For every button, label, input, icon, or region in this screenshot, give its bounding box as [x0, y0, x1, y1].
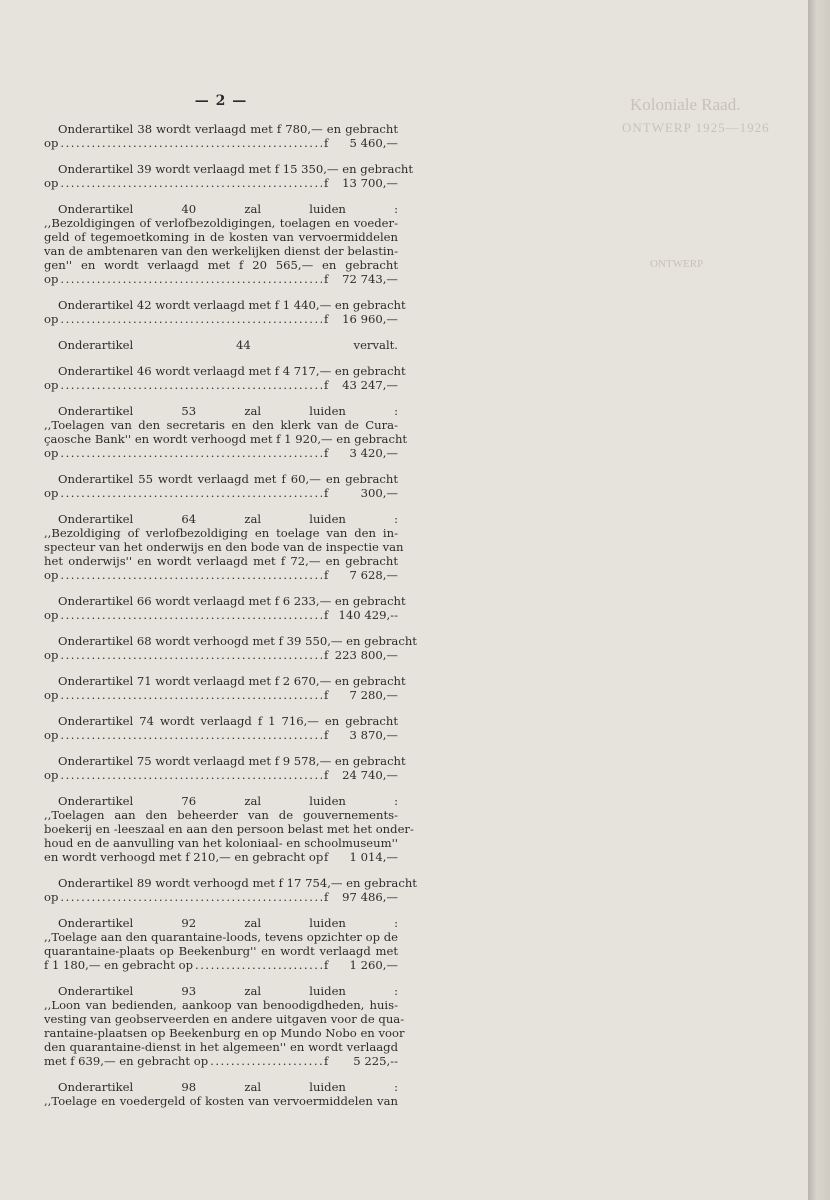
- amount-row: [44, 728, 398, 742]
- florin-sign: f: [324, 1054, 329, 1068]
- article-text-line: den quarantaine-dienst in het algemeen'' en wordt verlaagd: [44, 1040, 398, 1054]
- amount-row-label: met f 639,— en gebracht op: [44, 1054, 209, 1068]
- amount-row-label: op: [44, 608, 59, 622]
- florin-sign: f: [324, 176, 329, 190]
- article-paragraph: [44, 984, 405, 1068]
- amount-row-label: op: [44, 728, 59, 742]
- amount-number: 1 260,—: [349, 958, 398, 972]
- amount-value: [324, 608, 398, 622]
- amount-row: [44, 958, 398, 972]
- amount-row: [44, 378, 398, 392]
- amount-value: [324, 1054, 398, 1068]
- article-heading: Onderartikel 38 wordt verlaagd met f 780,— en gebracht: [58, 122, 398, 136]
- article-text-line: van de ambtenaren van den werkelijken dienst der belastin-: [44, 244, 398, 258]
- bleed-through-subtitle: ONTWERP 1925—1926: [622, 120, 770, 135]
- article-paragraph: [44, 754, 406, 782]
- paper-edge: [808, 0, 830, 1200]
- article-text-line: rantaine-plaatsen op Beekenburg en op Mundo Nobo en voor: [44, 1026, 405, 1040]
- article-text-line: ,,Bezoldiging of verlofbezoldiging en toelage van den in-: [44, 526, 398, 540]
- article-list: [44, 122, 417, 1108]
- florin-sign: f: [324, 958, 329, 972]
- amount-row: [44, 608, 398, 622]
- amount-row: [44, 1054, 398, 1068]
- amount-number: 140 429,--: [338, 608, 398, 622]
- text-column: [44, 93, 417, 1120]
- article-heading: Onderartikel 53 zal luiden :: [58, 404, 398, 418]
- amount-value: [324, 958, 398, 972]
- amount-value: [324, 768, 398, 782]
- article-text-line: ,,Toelagen aan den beheerder van de gouvernements-: [44, 808, 398, 822]
- dot-leader: [60, 446, 322, 460]
- article-heading: Onderartikel 76 zal luiden :: [58, 794, 398, 808]
- article-paragraph: [44, 162, 414, 190]
- article-heading: Onderartikel 89 wordt verhoogd met f 17 754,— en gebracht: [58, 876, 417, 890]
- florin-sign: f: [324, 136, 329, 150]
- article-paragraph: [44, 338, 398, 352]
- dot-leader: [60, 890, 322, 904]
- florin-sign: f: [324, 312, 329, 326]
- article-paragraph: [44, 594, 406, 622]
- amount-row-label: op: [44, 688, 59, 702]
- dot-leader: [60, 768, 322, 782]
- article-heading: Onderartikel 75 wordt verlaagd met f 9 578,— en gebracht: [58, 754, 406, 768]
- florin-sign: f: [324, 648, 329, 662]
- amount-number: 3 420,—: [349, 446, 398, 460]
- article-paragraph: [44, 202, 398, 286]
- florin-sign: f: [324, 688, 329, 702]
- amount-value: [324, 486, 398, 500]
- article-text-line: boekerij en -leeszaal en aan den persoon belast met het onder-: [44, 822, 414, 836]
- article-heading: Onderartikel 74 wordt verlaagd f 1 716,— en gebracht: [58, 714, 398, 728]
- dot-leader: [60, 486, 322, 500]
- article-heading: Onderartikel 39 wordt verlaagd met f 15 350,— en gebracht: [58, 162, 414, 176]
- article-text-line: het onderwijs'' en wordt verlaagd met f 72,— en gebracht: [44, 554, 398, 568]
- amount-number: 223 800,—: [334, 648, 398, 662]
- amount-value: [324, 890, 398, 904]
- amount-row-label: op: [44, 486, 59, 500]
- amount-row: [44, 486, 398, 500]
- article-text-line: ,,Toelage en voedergeld of kosten van vervoermiddelen van: [44, 1094, 398, 1108]
- amount-row-label: op: [44, 312, 59, 326]
- amount-row-label: op: [44, 568, 59, 582]
- dot-leader: [60, 136, 322, 150]
- article-paragraph: [44, 404, 408, 460]
- dot-leader: [60, 272, 322, 286]
- article-paragraph: [44, 876, 417, 904]
- amount-row-label: op: [44, 446, 59, 460]
- dot-leader: [195, 958, 322, 972]
- amount-number: 1 014,—: [349, 850, 398, 864]
- amount-number: 16 960,—: [342, 312, 398, 326]
- dot-leader: [60, 648, 322, 662]
- amount-row-label: op: [44, 272, 59, 286]
- florin-sign: f: [324, 272, 329, 286]
- amount-row: [44, 312, 398, 326]
- amount-value: [324, 850, 398, 864]
- florin-sign: f: [324, 890, 329, 904]
- article-text-line: vesting van geobserveerden en andere uitgaven voor de qua-: [44, 1012, 405, 1026]
- article-text-line: ,,Loon van bedienden, aankoop van benoodigdheden, huis-: [44, 998, 398, 1012]
- amount-row-label: op: [44, 890, 59, 904]
- article-text-line: ,,Toelage aan den quarantaine-loods, tevens opzichter op de: [44, 930, 399, 944]
- amount-row-label: f 1 180,— en gebracht op: [44, 958, 194, 972]
- amount-row: [44, 648, 398, 662]
- article-text-line: houd en de aanvulling van het koloniaal- en schoolmuseum'': [44, 836, 398, 850]
- amount-row: [44, 688, 398, 702]
- dot-leader: [60, 378, 322, 392]
- amount-row: [44, 272, 398, 286]
- article-paragraph: [44, 122, 398, 150]
- amount-value: [324, 272, 398, 286]
- florin-sign: f: [324, 728, 329, 742]
- dot-leader: [60, 312, 322, 326]
- dot-leader: [60, 728, 322, 742]
- article-heading: Onderartikel 44 vervalt.: [58, 338, 398, 352]
- florin-sign: f: [324, 568, 329, 582]
- dot-leader: [210, 1054, 322, 1068]
- article-paragraph: [44, 512, 404, 582]
- amount-number: 7 628,—: [349, 568, 398, 582]
- amount-value: [324, 446, 398, 460]
- article-paragraph: [44, 916, 398, 972]
- amount-value: [324, 728, 398, 742]
- amount-row: [44, 768, 398, 782]
- amount-value: [324, 688, 398, 702]
- dot-leader: [60, 176, 322, 190]
- amount-value: [324, 378, 398, 392]
- amount-number: 300,—: [360, 486, 398, 500]
- dot-leader: [60, 688, 322, 702]
- amount-row: [44, 850, 398, 864]
- florin-sign: f: [324, 446, 329, 460]
- amount-row: [44, 890, 398, 904]
- bleed-through-label: ONTWERP: [650, 258, 704, 270]
- article-heading: Onderartikel 66 wordt verlaagd met f 6 233,— en gebracht: [58, 594, 406, 608]
- article-paragraph: [44, 674, 406, 702]
- amount-number: 5 225,--: [353, 1054, 398, 1068]
- amount-value: [324, 312, 398, 326]
- amount-row-label: op: [44, 768, 59, 782]
- amount-number: 24 740,—: [342, 768, 398, 782]
- article-text-line: ,,Bezoldigingen of verlofbezoldigingen, toelagen en voeder-: [44, 216, 398, 230]
- amount-number: 13 700,—: [342, 176, 398, 190]
- amount-row-text: en wordt verhoogd met f 210,— en gebracht op: [44, 850, 324, 864]
- amount-row: [44, 568, 398, 582]
- bleed-through-title: Koloniale Raad.: [630, 95, 741, 114]
- article-paragraph: [44, 634, 417, 662]
- article-text-line: ,,Toelagen van den secretaris en den klerk van de Cura-: [44, 418, 398, 432]
- amount-row: [44, 136, 398, 150]
- amount-row: [44, 446, 398, 460]
- amount-number: 3 870,—: [349, 728, 398, 742]
- florin-sign: f: [324, 486, 329, 500]
- article-heading: Onderartikel 98 zal luiden :: [58, 1080, 398, 1094]
- florin-sign: f: [324, 768, 329, 782]
- article-heading: Onderartikel 42 wordt verlaagd met f 1 440,— en gebracht: [58, 298, 406, 312]
- amount-row-label: op: [44, 136, 59, 150]
- amount-number: 97 486,—: [342, 890, 398, 904]
- article-text-line: çaosche Bank'' en wordt verhoogd met f 1 920,— en gebracht: [44, 432, 408, 446]
- article-heading: Onderartikel 40 zal luiden :: [58, 202, 398, 216]
- amount-value: [324, 568, 398, 582]
- article-heading: Onderartikel 71 wordt verlaagd met f 2 670,— en gebracht: [58, 674, 406, 688]
- amount-value: [324, 648, 398, 662]
- article-text-line: geld of tegemoetkoming in de kosten van vervoermiddelen: [44, 230, 398, 244]
- amount-number: 43 247,—: [342, 378, 398, 392]
- article-text-line: quarantaine-plaats op Beekenburg'' en wordt verlaagd met: [44, 944, 398, 958]
- article-heading: Onderartikel 68 wordt verhoogd met f 39 550,— en gebracht: [58, 634, 417, 648]
- article-paragraph: [44, 714, 398, 742]
- article-paragraph: [44, 364, 406, 392]
- dot-leader: [60, 608, 322, 622]
- article-heading: Onderartikel 64 zal luiden :: [58, 512, 398, 526]
- amount-number: 72 743,—: [342, 272, 398, 286]
- article-heading: Onderartikel 92 zal luiden :: [58, 916, 398, 930]
- article-paragraph: [44, 472, 398, 500]
- amount-row: [44, 176, 398, 190]
- florin-sign: f: [324, 850, 329, 864]
- article-paragraph: [44, 298, 406, 326]
- page-number: — 2 —: [194, 93, 248, 109]
- amount-value: [324, 136, 398, 150]
- amount-number: 5 460,—: [349, 136, 398, 150]
- amount-number: 7 280,—: [349, 688, 398, 702]
- article-text-line: specteur van het onderwijs en den bode van de inspectie van: [44, 540, 404, 554]
- article-paragraph: [44, 1080, 398, 1108]
- amount-value: [324, 176, 398, 190]
- florin-sign: f: [324, 608, 329, 622]
- article-heading: Onderartikel 46 wordt verlaagd met f 4 717,— en gebracht: [58, 364, 406, 378]
- amount-row-label: op: [44, 648, 59, 662]
- article-heading: Onderartikel 93 zal luiden :: [58, 984, 398, 998]
- article-text-line: gen'' en wordt verlaagd met f 20 565,— en gebracht: [44, 258, 398, 272]
- dot-leader: [60, 568, 322, 582]
- florin-sign: f: [324, 378, 329, 392]
- amount-row-label: op: [44, 378, 59, 392]
- article-paragraph: [44, 794, 414, 864]
- amount-row-label: op: [44, 176, 59, 190]
- article-heading: Onderartikel 55 wordt verlaagd met f 60,— en gebracht: [58, 472, 398, 486]
